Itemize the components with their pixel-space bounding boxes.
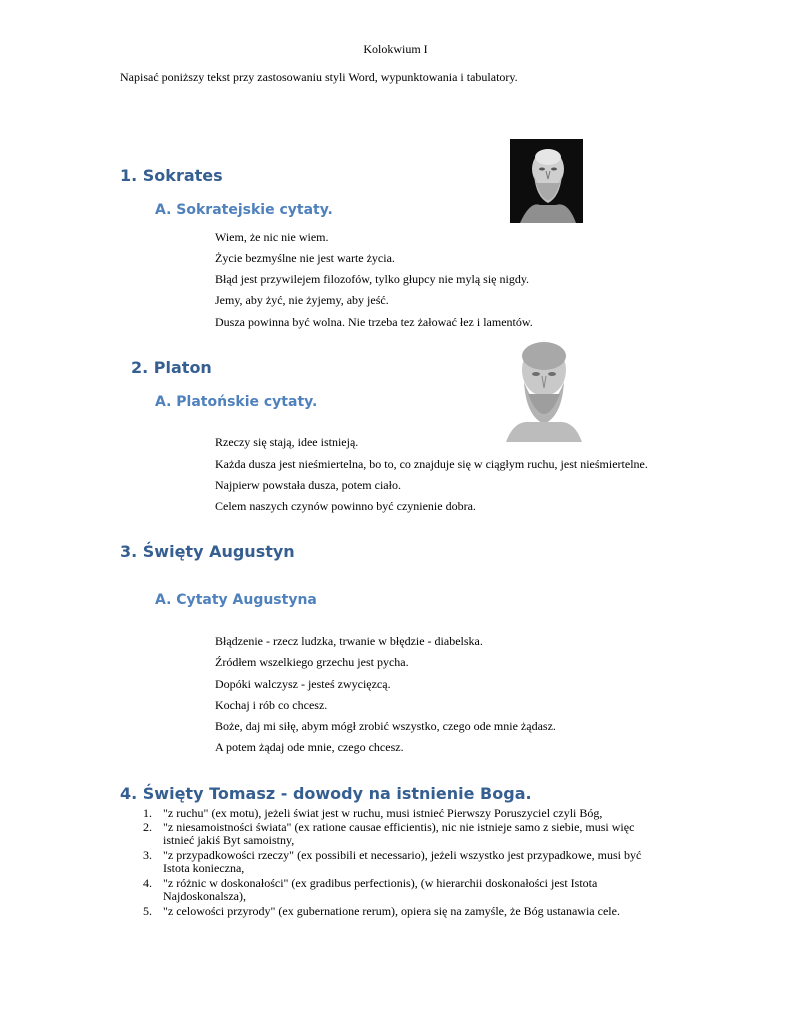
list-number: 5. <box>143 904 152 918</box>
quote-line: Dopóki walczysz - jesteś zwycięzcą. <box>215 677 391 691</box>
sokrates-portrait-image <box>510 139 583 223</box>
sokrates-bust-icon <box>510 139 583 223</box>
quote-line: Boże, daj mi siłę, abym mógł zrobić wszystko, czego ode mnie żądasz. <box>215 719 556 733</box>
quote-line: Jemy, aby żyć, nie żyjemy, aby jeść. <box>215 293 389 307</box>
list-text: "z celowości przyrody" (ex gubernatione rerum), opiera się na zamyśle, że Bóg ustanawia cele. <box>163 904 620 918</box>
list-number: 2. <box>143 820 152 834</box>
quote-line: Błąd jest przywilejem filozofów, tylko głupcy nie mylą się nigdy. <box>215 272 530 286</box>
list-text: "z różnic w doskonałości" (ex gradibus perfectionis), (w hierarchii doskonałości jest Istota Najdoskonalsza), <box>163 876 598 903</box>
heading-tomasz: 4. Święty Tomasz - dowody na istnienie Boga. <box>120 784 532 803</box>
list-number: 4. <box>143 876 152 890</box>
document-title: Kolokwium I <box>363 42 428 56</box>
heading-sokrates: 1. Sokrates <box>120 166 223 185</box>
quote-line: Dusza powinna być wolna. Nie trzeba tez żałować łez i lamentów. <box>215 315 533 329</box>
quote-line: Najpierw powstała dusza, potem ciało. <box>215 478 401 492</box>
platon-bust-icon <box>502 336 584 442</box>
quote-line: Kochaj i rób co chcesz. <box>215 698 328 712</box>
quote-line: Źródłem wszelkiego grzechu jest pycha. <box>215 655 409 669</box>
list-text: "z niesamoistności świata" (ex ratione causae efficientis), nic nie istnieje samo z siebie, musi więc istnieć jakiś Byt samoistny, <box>163 820 635 847</box>
subheading-sokrates-quotes: A. Sokratejskie cytaty. <box>155 202 333 218</box>
quote-line: Celem naszych czynów powinno być czynienie dobra. <box>215 499 476 513</box>
quote-line: Wiem, że nic nie wiem. <box>215 230 329 244</box>
heading-platon: 2. Platon <box>131 358 212 377</box>
quote-line: Życie bezmyślne nie jest warte życia. <box>215 251 395 265</box>
platon-portrait-image <box>502 336 584 442</box>
list-text: "z ruchu" (ex motu), jeżeli świat jest w ruchu, musi istnieć Pierwszy Poruszyciel czyli Bóg, <box>163 806 603 820</box>
quote-line: Rzeczy się stają, idee istnieją. <box>215 435 359 449</box>
quote-line: A potem żądaj ode mnie, czego chcesz. <box>215 740 404 754</box>
list-number: 1. <box>143 806 152 820</box>
subheading-augustyn-quotes: A. Cytaty Augustyna <box>155 592 317 608</box>
quote-line: Błądzenie - rzecz ludzka, trwanie w błędzie - diabelska. <box>215 634 483 648</box>
quote-line: Każda dusza jest nieśmiertelna, bo to, co znajduje się w ciągłym ruchu, jest nieśmiertelne. <box>215 457 648 471</box>
subheading-platon-quotes: A. Platońskie cytaty. <box>155 394 318 410</box>
list-text: "z przypadkowości rzeczy" (ex possibili et necessario), jeżeli wszystko jest przypadkowe, musi być Istota konieczna, <box>163 848 642 875</box>
list-number: 3. <box>143 848 152 862</box>
instruction-text: Napisać poniższy tekst przy zastosowaniu styli Word, wypunktowania i tabulatory. <box>120 70 518 84</box>
heading-augustyn: 3. Święty Augustyn <box>120 542 295 561</box>
